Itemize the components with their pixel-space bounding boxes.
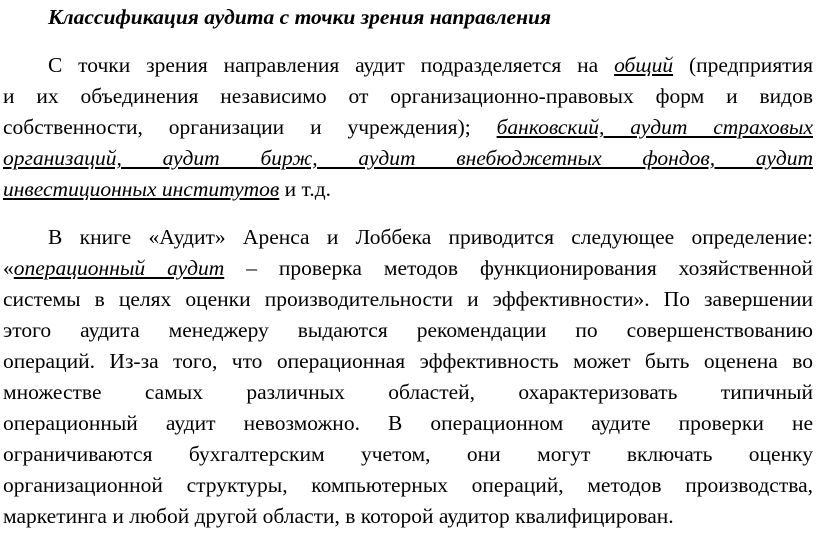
text-fragment: С точки зрения направления аудит подразделяется на — [48, 53, 615, 77]
paragraph-2-line-5: операций. Из-за того, что операционная эффективность может быть оценена во — [3, 349, 813, 373]
term-general-audit: общий — [614, 53, 674, 77]
paragraph-2-line-4: этого аудита менеджеру выдаются рекомендации по совершенствованию — [3, 318, 813, 342]
text-fragment: « — [3, 256, 14, 280]
text-fragment: – проверка методов функционирования хозяйственной — [224, 256, 813, 280]
paragraph-2-line-6: множестве самых различных областей, охарактеризовать типичный — [3, 380, 813, 404]
paragraph-2-line-7: операционный аудит невозможно. В операционном аудите проверки не — [3, 411, 813, 435]
paragraph-1-line-3 — [3, 112, 813, 143]
text-fragment: (предприятия — [673, 53, 813, 77]
paragraph-1-line-4 — [3, 143, 813, 174]
paragraph-1-line-2: и их объединения независимо от организационно-правовых форм и видов — [3, 84, 813, 108]
paragraph-2-line-10: маркетинга и любой другой области, в которой аудитор квалифицирован. — [3, 504, 674, 528]
paragraph-1-line-5 — [3, 174, 813, 205]
term-specialized-audits: банковский, аудит страховых — [496, 115, 814, 139]
term-operational-audit: операционный аудит — [13, 256, 225, 280]
term-specialized-audits-cont: организаций, аудит бирж, аудит внебюджетных фондов, аудит — [3, 146, 813, 170]
text-fragment: и т.д. — [279, 177, 332, 201]
paragraph-2-line-8: ограничиваются бухгалтерским учетом, они могут включать оценку — [3, 442, 813, 466]
section-heading: Классификация аудита с точки зрения направления — [48, 5, 552, 29]
paragraph-2-line-2 — [3, 253, 813, 284]
paragraph-2-line-9: организационной структуры, компьютерных операций, методов производства, — [3, 473, 813, 497]
paragraph-2-line-3: системы в целях оценки производительности и эффективности». По завершении — [3, 287, 813, 311]
paragraph-1-line-1 — [48, 50, 813, 81]
term-investment-institutions: инвестиционных институтов — [3, 177, 280, 201]
paragraph-2-line-1: В книге «Аудит» Аренса и Лоббека приводится следующее определение: — [48, 225, 813, 249]
text-fragment: собственности, организации и учреждения); — [3, 115, 497, 139]
